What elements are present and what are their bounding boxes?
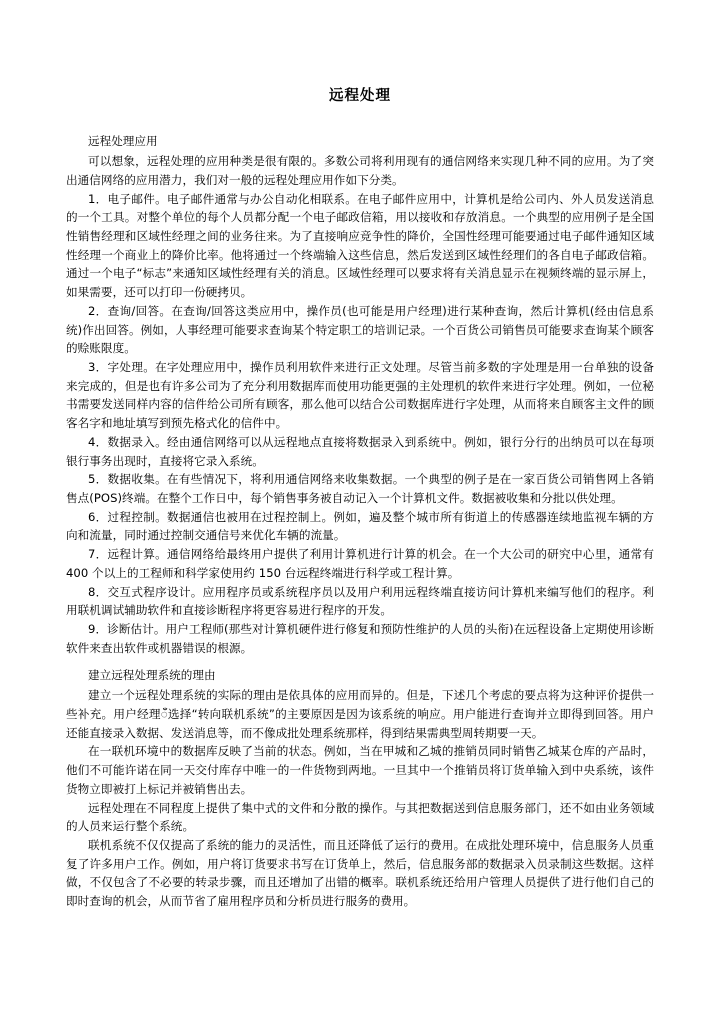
paragraph: 7．远程计算。通信网络给最终用户提供了利用计算机进行计算的机会。在一个大公司的研究中心里，通常有 400 个以上的工程师和科学家使用约 150 台远程终端进行科学或工程计算。 [66, 547, 654, 580]
paragraph: 3．字处理。在字处理应用中，操作员利用软件来进行正文处理。尽管当前多数的字处理是用一台单独的设备来完成的，但是也有许多公司为了充分利用数据库而使用功能更强的主处理机的软件来进行字处理。例如，一位秘书需要发送同样内容的信件给公司所有顾客，那么他可以结合公司数据库进行字处理，从而将来自顾客主文件的顾客名字和地址填写到预先格式化的信件中。 [66, 359, 654, 431]
paragraph: 1．电子邮件。电子邮件通常与办公自动化相联系。在电子邮件应用中，计算机是给公司内、外人员发送消息的一个工具。对整个单位的每个人员都分配一个电子邮政信箱，用以接收和存放消息。一个典型的应用例子是全国性销售经理和区域性经理之间的业务往来。为了直接响应竞争性的降价，全国性经理可能要通过电子邮件通知区域性经理一个商业上的降价比率。他将通过一个终端输入这些信息，然后发送到区域性经理们的各自电子邮政信箱。通过一个电子“标志”来通知区域性经理有关的消息。区域性经理可以要求将有关消息显示在视频终端的显示屏上，如果需要，还可以打印一份硬拷贝。 [66, 191, 654, 300]
section-reasons-for-remote-processing [66, 666, 654, 910]
paragraph: 2．查询/回答。在查询/回答这类应用中，操作员(也可能是用户经理)进行某种查询，然后计算机(经由信息系统)作出回答。例如，人事经理可能要求查询某个特定职工的培训记录。一个百货公司销售员可能要求查询某个顾客的赊账限度。 [66, 303, 654, 356]
section-remote-processing-applications [66, 132, 654, 657]
paragraph: 建立一个远程处理系统的实际的理由是依具体的应用而异的。但是，下述几个考虑的要点将为这种评价提供一些补充。用户经理ँ选择“转向联机系统”的主要原因是因为该系统的响应。用户能进行查询并立即得到回答。用户还能直接录入数据、发送消息等，而不像成批处理系统那样，得到结果需典型周转期要一天。 [66, 688, 654, 740]
paragraph: 8．交互式程序设计。应用程序员或系统程序员以及用户利用远程终端直接访问计算机来编写他们的程序。利用联机调试辅助软件和直接诊断程序将更容易进行程序的开发。 [66, 584, 654, 618]
paragraph: 9．诊断估计。用户工程师(那些对计算机硬件进行修复和预防性维护的人员的头衔)在远程设备上定期使用诊断软件来查出软件或机器错误的根源。 [66, 622, 654, 655]
section-heading: 远程处理应用 [88, 134, 158, 149]
paragraph: 远程处理在不同程度上提供了集中式的文件和分散的操作。与其把数据送到信息服务部门，还不如由业务领域的人员来运行整个系统。 [66, 800, 654, 834]
paragraph: 可以想象，远程处理的应用种类是很有限的。多数公司将利用现有的通信网络来实现几种不同的应用。为了突出通信网络的应用潜力，我们对一般的远程处理应用作如下分类。 [66, 154, 654, 187]
section-spacer [66, 657, 654, 666]
paragraph: 5．数据收集。在有些情况下，将利用通信网络来收集数据。一个典型的例子是在一家百货公司销售网上各销售点(POS)终端。在整个工作日中，每个销售事务被自动记入一个计算机文件。数据被收集和分批以供处理。 [66, 472, 654, 506]
section-heading: 建立远程处理系统的理由 [88, 668, 216, 683]
page-title: 远程处理 [329, 88, 391, 104]
paragraph: 联机系统不仅仅提高了系统的能力的灵活性，而且还降低了运行的费用。在成批处理环境中，信息服务人员重复了许多用户工作。例如，用户将订货要求书写在订货单上，然后，信息服务部的数据录入员录制这些数据。这样做，不仅包含了不必要的转录步骤，而且还增加了出错的概率。联机系统还给用户管理人员提供了进行他们自己的即时查询的机会，从而节省了雇用程序员和分析员进行服务的费用。 [66, 838, 654, 909]
paragraph: 6．过程控制。数据通信也被用在过程控制上。例如，遍及整个城市所有街道上的传感器连续地监视车辆的方向和流量，同时通过控制交通信号来优化车辆的流量。 [66, 509, 654, 543]
paragraph: 4．数据录入。经由通信网络可以从远程地点直接将数据录入到系统中。例如，银行分行的出纳员可以在每项银行事务出现时，直接将它录入系统。 [66, 434, 654, 468]
paragraph: 在一联机环境中的数据库反映了当前的状态。例如，当在甲城和乙城的推销员同时销售乙城某仓库的产品时，他们不可能许诺在同一天交付库存中唯一的一件货物到两地。一旦其中一个推销员将订货单输入到中央系统，该件货物立即被打上标记并被销售出去。 [66, 744, 654, 796]
